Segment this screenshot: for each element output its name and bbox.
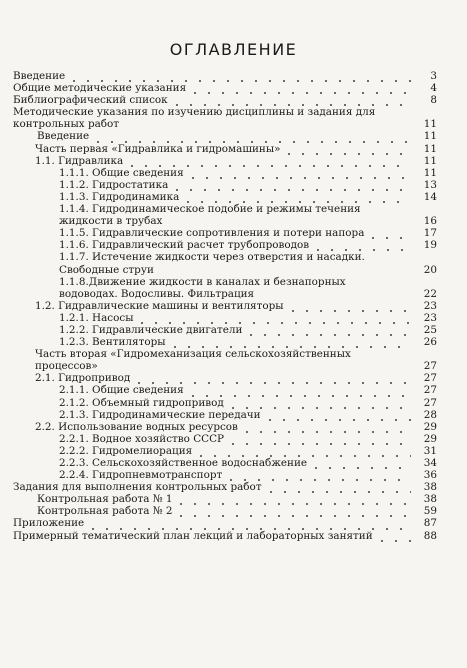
dot-leader (226, 397, 411, 409)
table-of-contents (13, 70, 437, 542)
toc-page-number: 23 (423, 299, 437, 312)
toc-page-number: 22 (423, 287, 437, 300)
toc-entry-title: Контрольная работа № 1 (37, 493, 173, 506)
toc-entry (13, 469, 437, 481)
toc-entry (13, 348, 437, 372)
toc-entry-title: 2.2.3. Сельскохозяйственное водоснабжение (59, 457, 308, 469)
toc-page-number: 36 (423, 469, 437, 482)
toc-page-number: 19 (423, 239, 437, 252)
toc-page-number: 11 (423, 130, 437, 143)
toc-page-number: 27 (423, 396, 437, 409)
toc-entry-title: 1.2.3. Вентиляторы (59, 336, 166, 349)
toc-entry (13, 312, 437, 324)
toc-page-number: 8 (430, 94, 437, 107)
toc-entry-title: Введение (37, 130, 90, 143)
dot-leader (375, 530, 411, 542)
dot-leader (240, 421, 411, 433)
dot-leader (186, 385, 411, 397)
toc-entry (13, 251, 437, 275)
dot-leader (181, 191, 411, 203)
toc-page-number: 11 (423, 154, 437, 167)
toc-page-number: 87 (423, 517, 437, 530)
toc-entry (13, 493, 437, 505)
toc-page-number: 11 (423, 118, 437, 131)
toc-entry-title: 2.1.2. Объемный гидропривод (59, 396, 224, 409)
toc-entry-title: 1.1.3. Гидродинамика (59, 190, 180, 203)
toc-entry-title: 1.1.5. Гидравлические сопротивления и потери напора (59, 227, 365, 240)
toc-entry-title: Контрольная работа № 2 (37, 505, 173, 518)
toc-entry-title: 2.1. Гидропривод (35, 372, 131, 385)
toc-entry-title: Введение (13, 70, 66, 82)
toc-entry (13, 300, 437, 312)
dot-leader (132, 372, 411, 384)
toc-entry-title: 1.2.2. Гидравлические двигатели (59, 323, 243, 336)
toc-entry-title: Часть вторая «Гидромеханизация сельскохозяйственных процессов» (35, 348, 351, 373)
dot-leader (174, 505, 411, 517)
toc-entry-title: 1.1.7. Истечение жидкости через отверстия и насадки. Свободные струи (59, 251, 365, 276)
toc-entry (13, 143, 437, 155)
toc-entry (13, 421, 437, 433)
toc-page-number: 26 (423, 336, 437, 349)
dot-leader (282, 143, 411, 155)
toc-entry-title: Библиографический список (13, 94, 168, 107)
dot-leader (263, 409, 411, 421)
toc-page-number: 28 (423, 408, 437, 421)
toc-entry-title: Задания для выполнения контрольных работ (13, 481, 262, 494)
dot-leader (405, 264, 411, 276)
page-title: ОГЛАВЛЕНИЕ (169, 40, 298, 59)
toc-entry (13, 530, 437, 542)
dot-leader (405, 118, 411, 130)
dot-leader (264, 481, 411, 493)
dot-leader (405, 360, 411, 372)
toc-entry-title: Методические указания по изучению дисциплины и задания для контрольных работ (13, 106, 376, 131)
dot-leader (405, 288, 411, 300)
toc-page-number: 38 (423, 481, 437, 494)
toc-entry-title: 2.2.1. Водное хозяйство СССР (59, 432, 225, 445)
dot-leader (188, 82, 411, 94)
toc-page-number: 11 (423, 142, 437, 155)
toc-entry (13, 227, 437, 239)
toc-entry-title: 1.1.8.Движение жидкости в каналах и безнапорных водоводах. Водосливы. Фильтрация (59, 275, 346, 300)
toc-entry (13, 155, 437, 167)
toc-entry-title: 1.1. Гидравлика (35, 154, 124, 167)
dot-leader (366, 227, 411, 239)
toc-page-number: 27 (423, 384, 437, 397)
toc-page-number: 3 (430, 70, 437, 82)
toc-entry-title: 1.1.1. Общие сведения (59, 166, 184, 179)
toc-page-number: 23 (423, 311, 437, 324)
toc-entry (13, 130, 437, 142)
toc-entry-title: 1.1.2. Гидростатика (59, 178, 169, 191)
toc-entry-title: 2.2.4. Гидропневмотранспорт (59, 469, 223, 482)
dot-leader (244, 324, 411, 336)
toc-entry (13, 191, 437, 203)
toc-entry-title: 1.1.6. Гидравлический расчет трубопроводов (59, 239, 310, 252)
toc-entry (13, 397, 437, 409)
toc-page-number: 14 (423, 190, 437, 203)
toc-entry-title: 2.2. Использование водных ресурсов (35, 420, 238, 433)
toc-entry-title: Приложение (13, 517, 85, 530)
dot-leader (174, 493, 411, 505)
toc-page-number: 34 (423, 457, 437, 469)
toc-entry-title: 1.1.4. Гидродинамическое подобие и режимы течения жидкости в трубах (59, 203, 361, 228)
toc-entry-title: Часть первая «Гидравлика и гидромашины» (35, 142, 281, 155)
dot-leader (170, 94, 411, 106)
toc-entry (13, 324, 437, 336)
toc-page-number: 17 (423, 227, 437, 240)
toc-entry-title: Общие методические указания (13, 82, 187, 95)
toc-entry (13, 372, 437, 384)
dot-leader (309, 457, 411, 469)
dot-leader (91, 131, 411, 143)
toc-entry-title: Примерный тематический план лекций и лабораторных занятий (13, 529, 373, 542)
toc-entry (13, 70, 437, 82)
toc-entry (13, 481, 437, 493)
dot-leader (226, 433, 411, 445)
toc-entry (13, 239, 437, 251)
dot-leader (67, 70, 411, 82)
toc-entry-title: 2.2.2. Гидромелиорация (59, 444, 193, 457)
toc-page-number: 38 (423, 493, 437, 506)
toc-page-number: 4 (430, 82, 437, 95)
toc-page-number: 25 (423, 323, 437, 336)
toc-entry (13, 505, 437, 517)
dot-leader (405, 215, 411, 227)
toc-page-number: 27 (423, 372, 437, 385)
dot-leader (311, 239, 411, 251)
toc-entry (13, 106, 437, 130)
toc-entry (13, 409, 437, 421)
toc-entry-title: 2.1.1. Общие сведения (59, 384, 184, 397)
dot-leader (194, 445, 411, 457)
toc-entry-title: 2.1.3. Гидродинамические передачи (59, 408, 261, 421)
toc-entry (13, 336, 437, 348)
toc-page-number: 13 (423, 178, 437, 191)
toc-page-number: 88 (423, 529, 437, 542)
toc-page-number: 29 (423, 420, 437, 433)
toc-entry (13, 445, 437, 457)
toc-entry (13, 457, 437, 469)
dot-leader (224, 469, 411, 481)
dot-leader (286, 300, 411, 312)
toc-entry-title: 1.2.1. Насосы (59, 311, 134, 324)
dot-leader (186, 167, 411, 179)
toc-entry (13, 82, 437, 94)
toc-entry (13, 203, 437, 227)
dot-leader (135, 312, 411, 324)
toc-entry-title: 1.2. Гидравлические машины и вентиляторы (35, 299, 284, 312)
toc-page-number: 20 (423, 263, 437, 276)
toc-page-number: 29 (423, 432, 437, 445)
toc-entry (13, 94, 437, 106)
toc-entry (13, 167, 437, 179)
toc-entry (13, 517, 437, 529)
toc-entry (13, 276, 437, 300)
toc-page-number: 59 (423, 505, 437, 518)
dot-leader (125, 155, 411, 167)
toc-entry (13, 433, 437, 445)
toc-entry (13, 179, 437, 191)
dot-leader (86, 518, 411, 530)
dot-leader (170, 179, 411, 191)
dot-leader (168, 336, 411, 348)
toc-page-number: 27 (423, 360, 437, 373)
toc-page-number: 16 (423, 215, 437, 228)
toc-page-number: 11 (423, 166, 437, 179)
toc-entry (13, 384, 437, 396)
toc-page-number: 31 (423, 444, 437, 457)
